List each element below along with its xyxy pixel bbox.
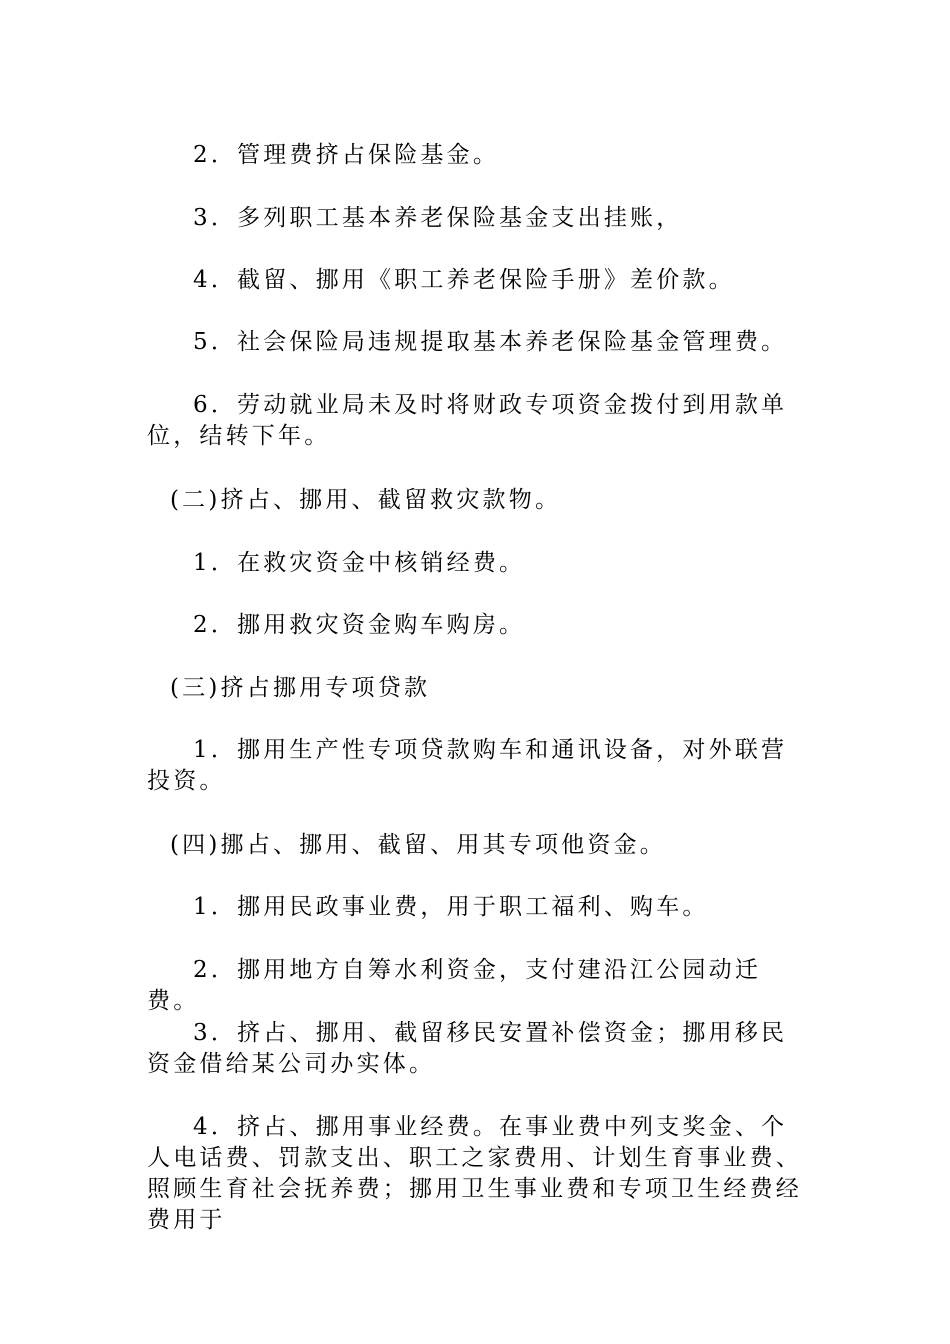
paragraph-item-1-civil-affairs-funds: 1．挪用民政事业费，用于职工福利、购车。 [193,894,709,920]
paragraph-item-2-management-fee: 2．管理费挤占保险基金。 [193,142,500,168]
paragraph-item-4-operating-funds: 4．挤占、挪用事业经费。在事业费中列支奖金、个人电话费、罚款支出、职工之家费用、计划生育事业费、照顾生育社会抚养费；挪用卫生事业费和专项卫生经费经费用于 [147,1114,802,1233]
section-heading-other-special-funds: (四)挪占、挪用、截留、用其专项他资金。 [170,832,666,858]
paragraph-item-2-disaster-relief-vehicles: 2．挪用救灾资金购车购房。 [193,612,526,638]
section-heading-special-loans: (三)挤占挪用专项贷款 [170,675,431,701]
paragraph-item-3-overstated-expenditure: 3．多列职工基本养老保险基金支出挂账， [193,205,683,231]
paragraph-item-4-handbook-price-difference: 4．截留、挪用《职工养老保险手册》差价款。 [193,267,735,293]
paragraph-item-1-disaster-relief-expenses: 1．在救灾资金中核销经费。 [193,550,526,576]
paragraph-item-3-resettlement-funds: 3．挤占、挪用、截留移民安置补偿资金；挪用移民资金借给某公司办实体。 [147,1020,788,1077]
section-heading-disaster-relief: (二)挤占、挪用、截留救灾款物。 [170,487,562,513]
paragraph-item-1-productive-loans: 1．挪用生产性专项贷款购车和通讯设备，对外联营投资。 [147,737,788,794]
paragraph-item-6-labor-employment-bureau: 6．劳动就业局未及时将财政专项资金拨付到用款单位，结转下年。 [147,392,788,449]
paragraph-item-2-water-conservancy-funds: 2．挪用地方自筹水利资金，支付建沿江公园动迁费。 [147,957,762,1014]
paragraph-item-5-social-insurance-bureau: 5．社会保险局违规提取基本养老保险基金管理费。 [193,329,788,355]
